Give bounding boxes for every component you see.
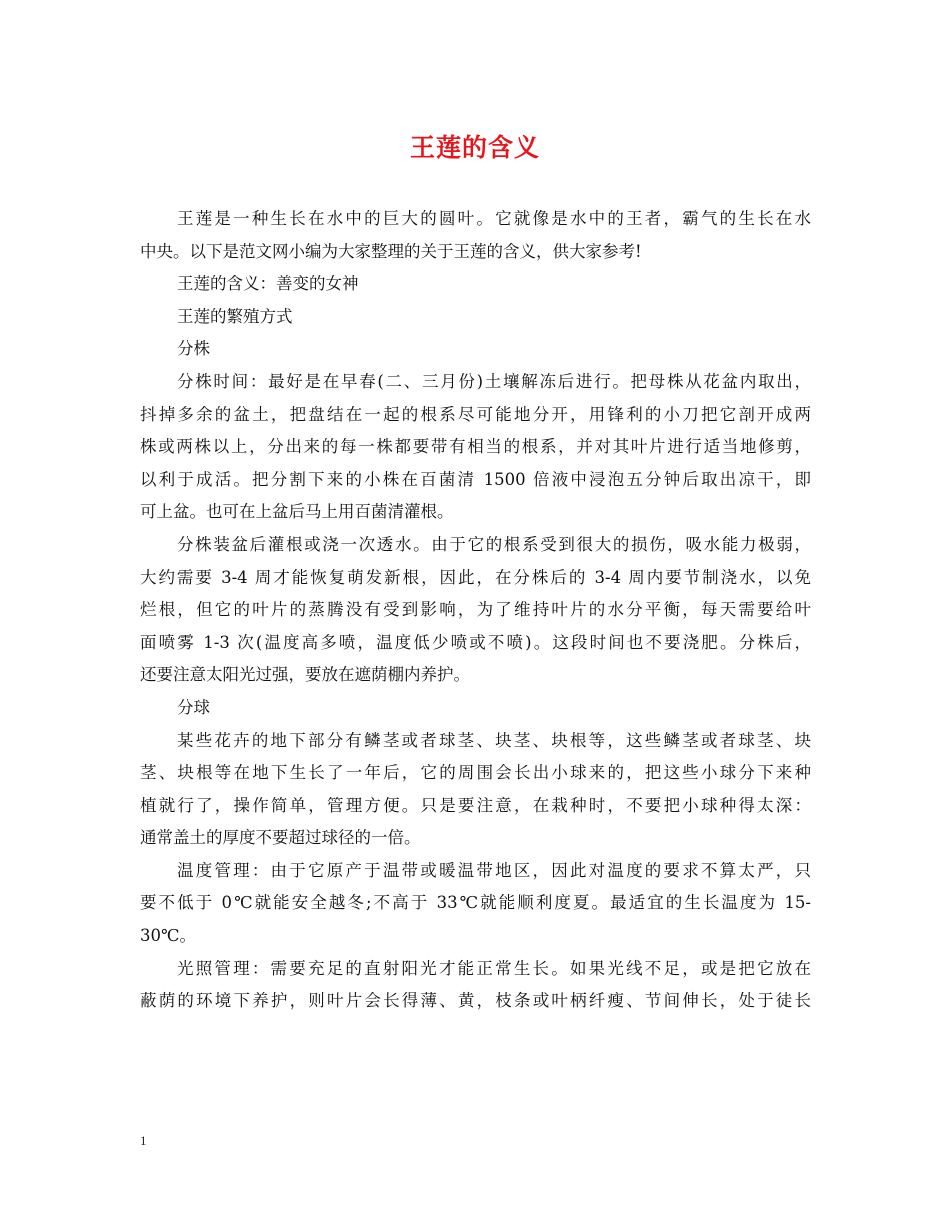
body-line: 分株时间：最好是在早春(二、三月份)土壤解冻后进行。把母株从花盆内取出， [177, 371, 811, 391]
body-line: 面喷雾 1-3 次(温度高多喷，温度低少喷或不喷)。这段时间也不要浇肥。分株后， [140, 632, 811, 652]
body-line: 以利于成活。把分割下来的小株在百菌清 1500 倍液中浸泡五分钟后取出凉干，即 [140, 469, 811, 489]
body-line: 还要注意太阳光过强，要放在遮荫棚内养护。 [140, 665, 470, 685]
body-line: 某些花卉的地下部分有鳞茎或者球茎、块茎、块根等，这些鳞茎或者球茎、块 [177, 730, 811, 750]
body-line: 光照管理：需要充足的直射阳光才能正常生长。如果光线不足，或是把它放在 [177, 958, 811, 978]
body-line: 株或两株以上，分出来的每一株都要带有相当的根系，并对其叶片进行适当地修剪， [140, 437, 811, 457]
body-line: 温度管理：由于它原产于温带或暖温带地区，因此对温度的要求不算太严，只 [177, 860, 811, 880]
body-line: 蔽荫的环境下养护，则叶片会长得薄、黄，枝条或叶柄纤瘦、节间伸长，处于徒长 [140, 991, 811, 1011]
body-line: 大约需要 3-4 周才能恢复萌发新根，因此，在分株后的 3-4 周内要节制浇水，以免 [140, 567, 811, 587]
body-line: 王莲的含义：善变的女神 [177, 274, 359, 294]
document-title: 王莲的含义 [409, 133, 540, 162]
body-line: 王莲的繁殖方式 [177, 306, 293, 326]
document-body [140, 203, 811, 1018]
body-line: 中央。以下是范文网小编为大家整理的关于王莲的含义，供大家参考! [140, 241, 642, 261]
body-line: 通常盖土的厚度不要超过球径的一倍。 [140, 828, 421, 848]
body-line: 烂根，但它的叶片的蒸腾没有受到影响，为了维持叶片的水分平衡，每天需要给叶 [140, 600, 811, 620]
body-line: 30℃。 [140, 926, 196, 946]
body-line: 抖掉多余的盆土，把盘结在一起的根系尽可能地分开，用锋利的小刀把它剖开成两 [140, 404, 811, 424]
body-line: 分株装盆后灌根或浇一次透水。由于它的根系受到很大的损伤，吸水能力极弱， [177, 534, 811, 554]
body-line: 分球 [177, 697, 210, 717]
body-line: 分株 [177, 339, 210, 359]
body-line: 茎、块根等在地下生长了一年后，它的周围会长出小球来的，把这些小球分下来种 [140, 763, 811, 783]
body-line: 王莲是一种生长在水中的巨大的圆叶。它就像是水中的王者，霸气的生长在水 [177, 209, 811, 228]
body-line: 植就行了，操作简单，管理方便。只是要注意，在栽种时，不要把小球种得太深： [140, 795, 811, 815]
body-line: 可上盆。也可在上盆后马上用百菌清灌根。 [140, 502, 454, 522]
body-line: 要不低于 0℃就能安全越冬;不高于 33℃就能顺利度夏。最适宜的生长温度为 15- [140, 893, 811, 913]
page-number: 1 [140, 1133, 147, 1148]
